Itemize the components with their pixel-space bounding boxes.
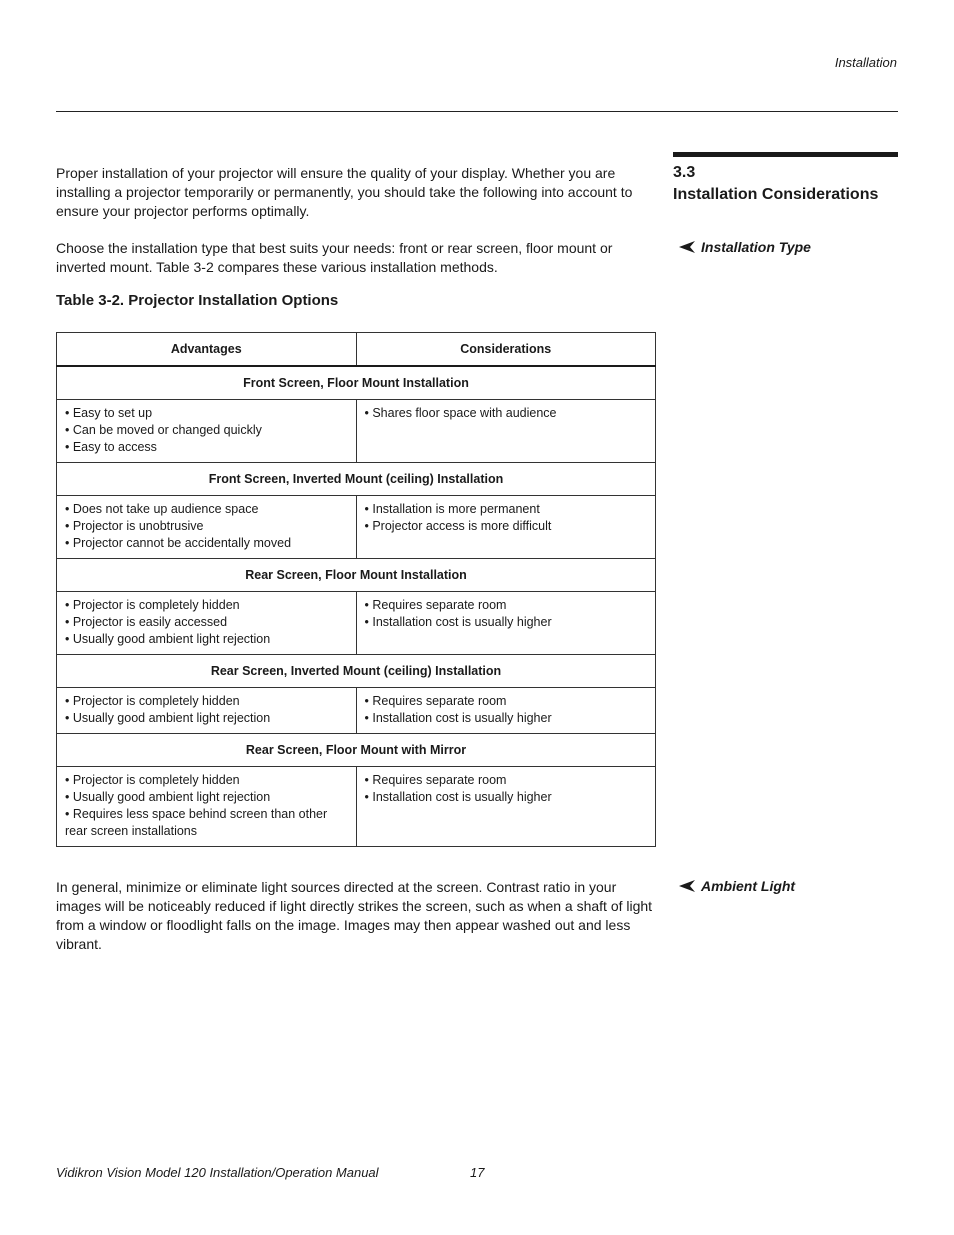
considerations-cell: [356, 592, 656, 655]
bullet-item: • Projector access is more difficult: [364, 519, 552, 533]
table-row: [57, 592, 656, 655]
bullet-item: • Projector is completely hidden: [65, 773, 240, 787]
running-header: Installation: [834, 55, 897, 70]
considerations-cell: [356, 400, 656, 463]
bullet-item: • Shares floor space with audience: [364, 406, 557, 420]
bullet-item: • Projector cannot be accidentally moved: [65, 536, 292, 550]
table-group-row: [57, 366, 656, 400]
considerations-cell: [356, 496, 656, 559]
advantages-cell: [57, 496, 357, 559]
bullet-item: • Easy to access: [65, 440, 157, 454]
bullet-item: • Requires separate room: [364, 694, 507, 708]
section-title: Installation Considerations: [673, 186, 879, 203]
bullet-item: • Installation cost is usually higher: [364, 790, 552, 804]
table-group-row: [57, 463, 656, 496]
advantages-cell: [57, 400, 357, 463]
footer-manual-title: Vidikron Vision Model 120 Installation/Operation Manual: [56, 1165, 379, 1180]
table-group-row: [57, 734, 656, 767]
table-group-row: [57, 655, 656, 688]
bullet-item: • Installation cost is usually higher: [364, 711, 552, 725]
bullet-item: • Usually good ambient light rejection: [65, 711, 271, 725]
arrow-left-icon: [679, 880, 695, 892]
group-title: Front Screen, Inverted Mount (ceiling) Installation: [57, 463, 656, 496]
bullet-item: • Can be moved or changed quickly: [65, 423, 262, 437]
section-bar: [673, 152, 898, 157]
bullet-item: • Requires separate room: [364, 598, 507, 612]
bullet-item: • Usually good ambient light rejection: [65, 790, 271, 804]
table-row: [57, 496, 656, 559]
bullet-item: • Installation is more permanent: [364, 502, 540, 516]
bullet-item: • Installation cost is usually higher: [364, 615, 552, 629]
considerations-cell: [356, 767, 656, 847]
bullet-item: • Usually good ambient light rejection: [65, 632, 271, 646]
table-row: [57, 400, 656, 463]
advantages-cell: [57, 688, 357, 734]
bullet-item: • Requires less space behind screen than other rear screen installations: [65, 807, 328, 838]
section-number: 3.3: [673, 164, 696, 181]
intro-paragraph-2: Choose the installation type that best suits your needs: front or rear screen, floor mount or inverted mount. Table 3-2 compares these various installation methods.: [56, 240, 613, 275]
group-title: Front Screen, Floor Mount Installation: [57, 366, 656, 400]
table-group-row: [57, 559, 656, 592]
table-row: [57, 767, 656, 847]
table-body: [57, 366, 656, 847]
advantages-cell: [57, 767, 357, 847]
considerations-cell: [356, 688, 656, 734]
table-header-row: [57, 333, 656, 367]
bullet-item: • Projector is completely hidden: [65, 598, 240, 612]
side-heading-ambient-light: [679, 878, 795, 894]
bullet-item: • Easy to set up: [65, 406, 153, 420]
bullet-item: • Projector is completely hidden: [65, 694, 240, 708]
ambient-light-paragraph: In general, minimize or eliminate light sources directed at the screen. Contrast ratio in your images will be noticeably reduced if light directly strikes the screen, such as when a shaft of light from a window or floodlight falls on the image. Images may then appear washed out and less vibrant.: [56, 879, 653, 952]
side-heading-label: Ambient Light: [701, 878, 796, 894]
group-title: Rear Screen, Floor Mount Installation: [57, 559, 656, 592]
group-title: Rear Screen, Inverted Mount (ceiling) Installation: [57, 655, 656, 688]
header-rule: [56, 111, 898, 112]
column-header-advantages: Advantages: [57, 333, 357, 367]
arrow-left-icon: [679, 241, 695, 253]
advantages-cell: [57, 592, 357, 655]
footer-page-number: 17: [470, 1165, 485, 1180]
bullet-item: • Projector is unobtrusive: [65, 519, 204, 533]
bullet-item: • Does not take up audience space: [65, 502, 259, 516]
bullet-item: • Projector is easily accessed: [65, 615, 228, 629]
group-title: Rear Screen, Floor Mount with Mirror: [57, 734, 656, 767]
intro-paragraph-1: Proper installation of your projector will ensure the quality of your display. Whether you are installing a projector temporarily or permanently, you should take the following into account to ensure your projector performs optimally.: [56, 165, 633, 219]
installation-options-table: [56, 332, 656, 847]
bullet-item: • Requires separate room: [364, 773, 507, 787]
side-heading-installation-type: [679, 239, 811, 255]
column-header-considerations: Considerations: [356, 333, 656, 367]
table-row: [57, 688, 656, 734]
table-caption: Table 3-2. Projector Installation Options: [56, 292, 339, 309]
side-heading-label: Installation Type: [701, 239, 811, 255]
